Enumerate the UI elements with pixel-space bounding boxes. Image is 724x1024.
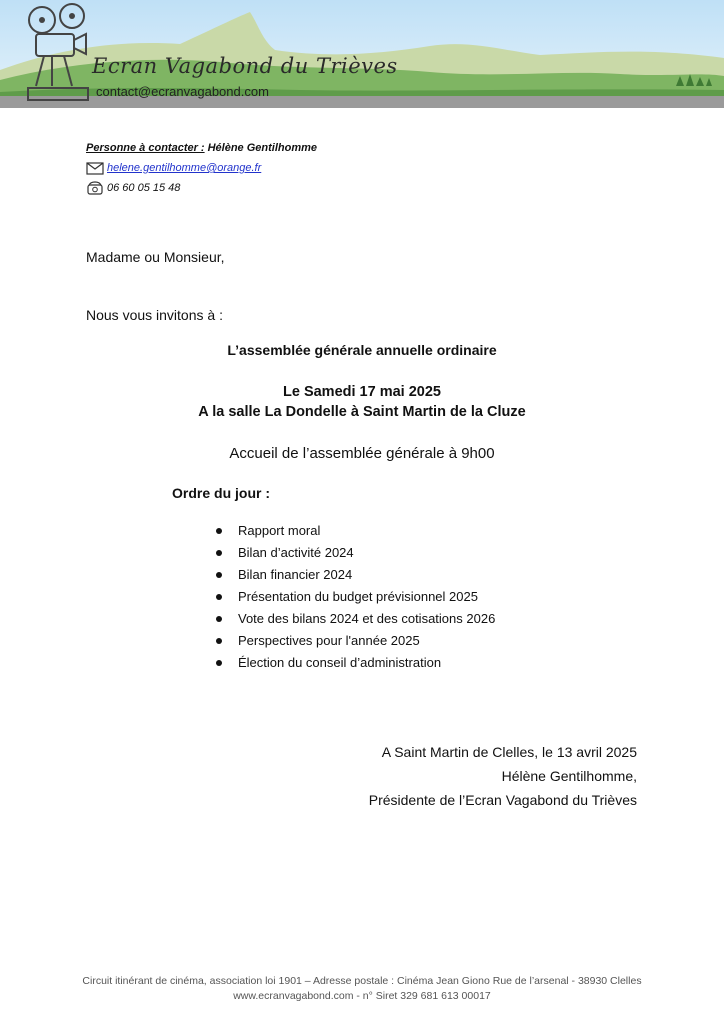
brand-name: Ecran Vagabond du Trièves [92,54,398,78]
film-projector-logo-icon [22,0,102,108]
contact-name: Hélène Gentilhomme [207,142,318,154]
event-title: L’assemblée générale annuelle ordinaire [227,342,497,358]
signature-name: Hélène Gentilhomme, [501,768,637,784]
agenda-item: Élection du conseil d’administration [216,652,495,674]
agenda-item: Vote des bilans 2024 et des cotisations 2026 [216,608,495,630]
header-banner [0,0,724,108]
contact-phone: 06 60 05 15 48 [107,182,181,194]
agenda-item: Perspectives pour l'année 2025 [216,630,495,652]
welcome-time: Accueil de l’assemblée générale à 9h00 [229,445,495,462]
brand-contact-email[interactable]: contact@ecranvagabond.com [96,84,269,99]
contact-email-line [86,158,317,178]
footer-address: Circuit itinérant de cinéma, association loi 1901 – Adresse postale : Cinéma Jean Giono Rue de l’arsenal - 38930 Clelles [82,975,642,987]
agenda-item: Bilan d’activité 2024 [216,542,495,564]
contact-block [86,138,317,198]
footer-website-siret: www.ecranvagabond.com - n° Siret 329 681 613 00017 [233,990,491,1002]
contact-email-link[interactable]: helene.gentilhomme@orange.fr [107,162,262,174]
signature-block [369,740,637,812]
invite-intro: Nous vous invitons à : [86,307,223,323]
contact-phone-line [86,178,317,198]
signature-place-date: A Saint Martin de Clelles, le 13 avril 2025 [381,744,637,760]
event-place: A la salle La Dondelle à Saint Martin de la Cluze [198,404,526,420]
agenda-list [216,520,495,674]
agenda-item: Bilan financier 2024 [216,564,495,586]
email-icon [86,160,104,176]
event-date: Le Samedi 17 mai 2025 [283,384,441,400]
salutation: Madame ou Monsieur, [86,249,225,265]
phone-icon [86,180,104,196]
signature-role: Présidente de l’Ecran Vagabond du Trièves [368,792,637,808]
contact-person [86,138,317,158]
agenda-item: Présentation du budget prévisionnel 2025 [216,586,495,608]
agenda-title: Ordre du jour : [172,485,270,501]
agenda-item: Rapport moral [216,520,495,542]
contact-label: Personne à contacter : [86,142,205,154]
